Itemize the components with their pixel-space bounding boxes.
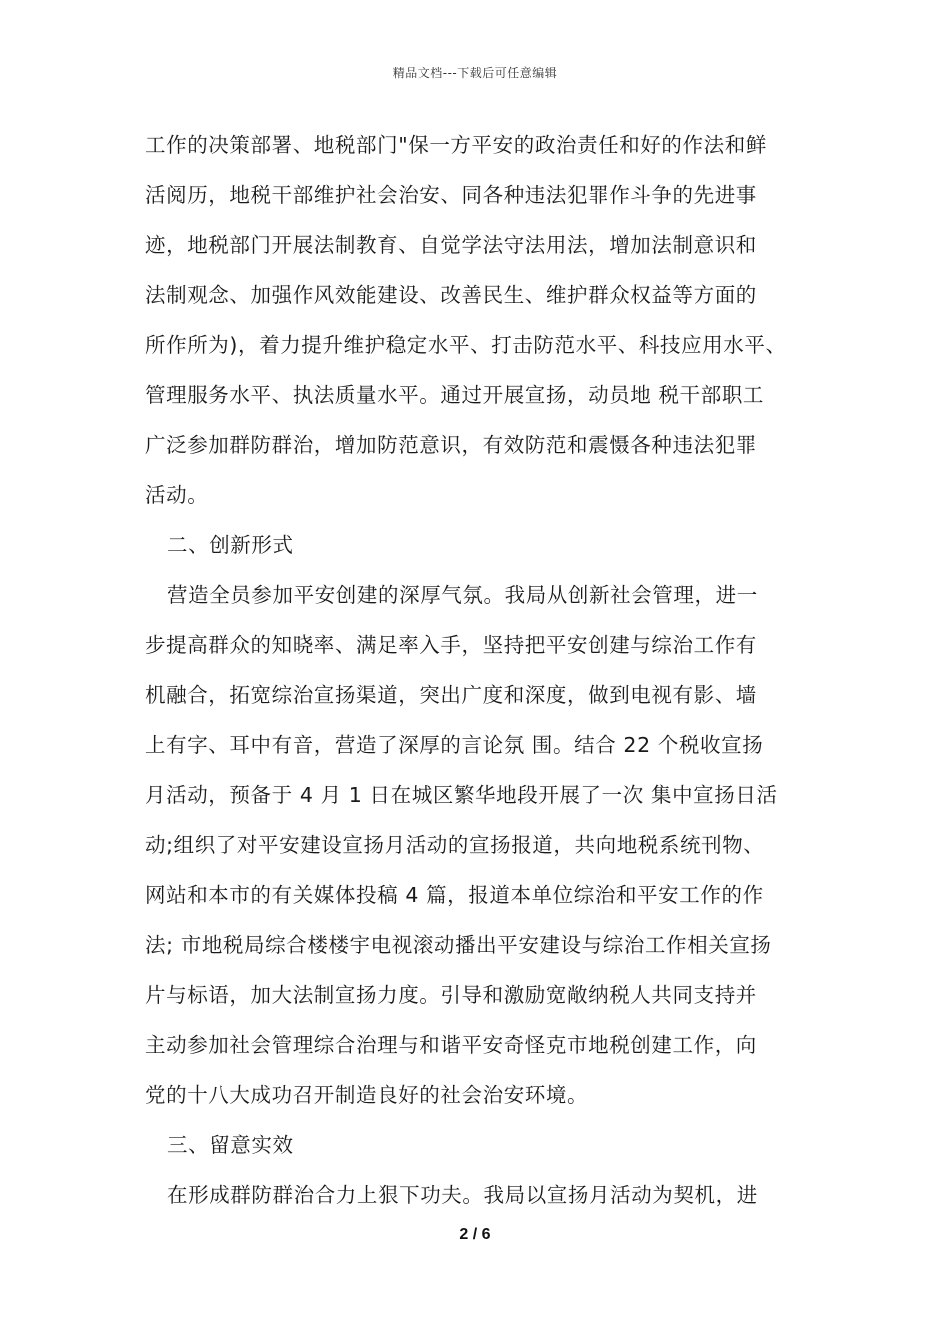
body-line: 月活动，预备于 4 月 1 日在城区繁华地段开展了一次 集中宣扬日活: [145, 783, 778, 807]
section-heading: 二、创新形式: [167, 533, 294, 557]
body-line: 主动参加社会管理综合治理与和谐平安奇怪克市地税创建工作，向: [145, 1033, 757, 1057]
body-line: 迹，地税部门开展法制教育、自觉学法守法用法，增加法制意识和: [145, 233, 757, 257]
body-line: 法制观念、加强作风效能建设、改善民生、维护群众权益等方面的: [145, 283, 757, 307]
body-line: 在形成群防群治合力上狠下功夫。我局以宣扬月活动为契机，进: [167, 1183, 758, 1207]
body-line: 广泛参加群防群治，增加防范意识，有效防范和震慑各种违法犯罪: [145, 433, 757, 457]
body-line: 机融合，拓宽综治宣扬渠道，突出广度和深度，做到电视有影、墙: [145, 683, 757, 707]
document-body: [145, 126, 825, 1226]
body-line: 片与标语，加大法制宣扬力度。引导和激励宽敞纳税人共同支持并: [145, 983, 757, 1007]
body-line: 步提高群众的知晓率、满足率入手，坚持把平安创建与综治工作有: [145, 633, 757, 657]
body-line: 法; 市地税局综合楼楼宇电视滚动播出平安建设与综治工作相关宣扬: [145, 933, 772, 957]
body-line: 动;组织了对平安建设宣扬月活动的宣扬报道，共向地税系统刊物、: [145, 833, 765, 857]
page-header: 精品文档---下载后可任意编辑: [392, 66, 558, 80]
body-line: 活阅历，地税干部维护社会治安、同各种违法犯罪作斗争的先进事: [145, 183, 757, 207]
body-line: 管理服务水平、执法质量水平。通过开展宣扬，动员地 税干部职工: [145, 383, 765, 407]
body-line: 网站和本市的有关媒体投稿 4 篇，报道本单位综治和平安工作的作: [145, 883, 764, 907]
body-line: 活动。: [145, 483, 209, 507]
body-line: 党的十八大成功召开制造良好的社会治安环境。: [145, 1083, 589, 1107]
section-heading: 三、留意实效: [167, 1133, 294, 1157]
page-number: 2 / 6: [459, 1226, 491, 1243]
body-line: 上有字、耳中有音，营造了深厚的言论氛 围。结合 22 个税收宣扬: [145, 733, 764, 757]
body-line: 工作的决策部署、地税部门"保一方平安的政治责任和好的作法和鲜: [145, 133, 767, 157]
body-line: 所作所为)，着力提升维护稳定水平、打击防范水平、科技应用水平、: [145, 333, 787, 357]
body-line: 营造全员参加平安创建的深厚气氛。我局从创新社会管理，进一: [167, 583, 758, 607]
